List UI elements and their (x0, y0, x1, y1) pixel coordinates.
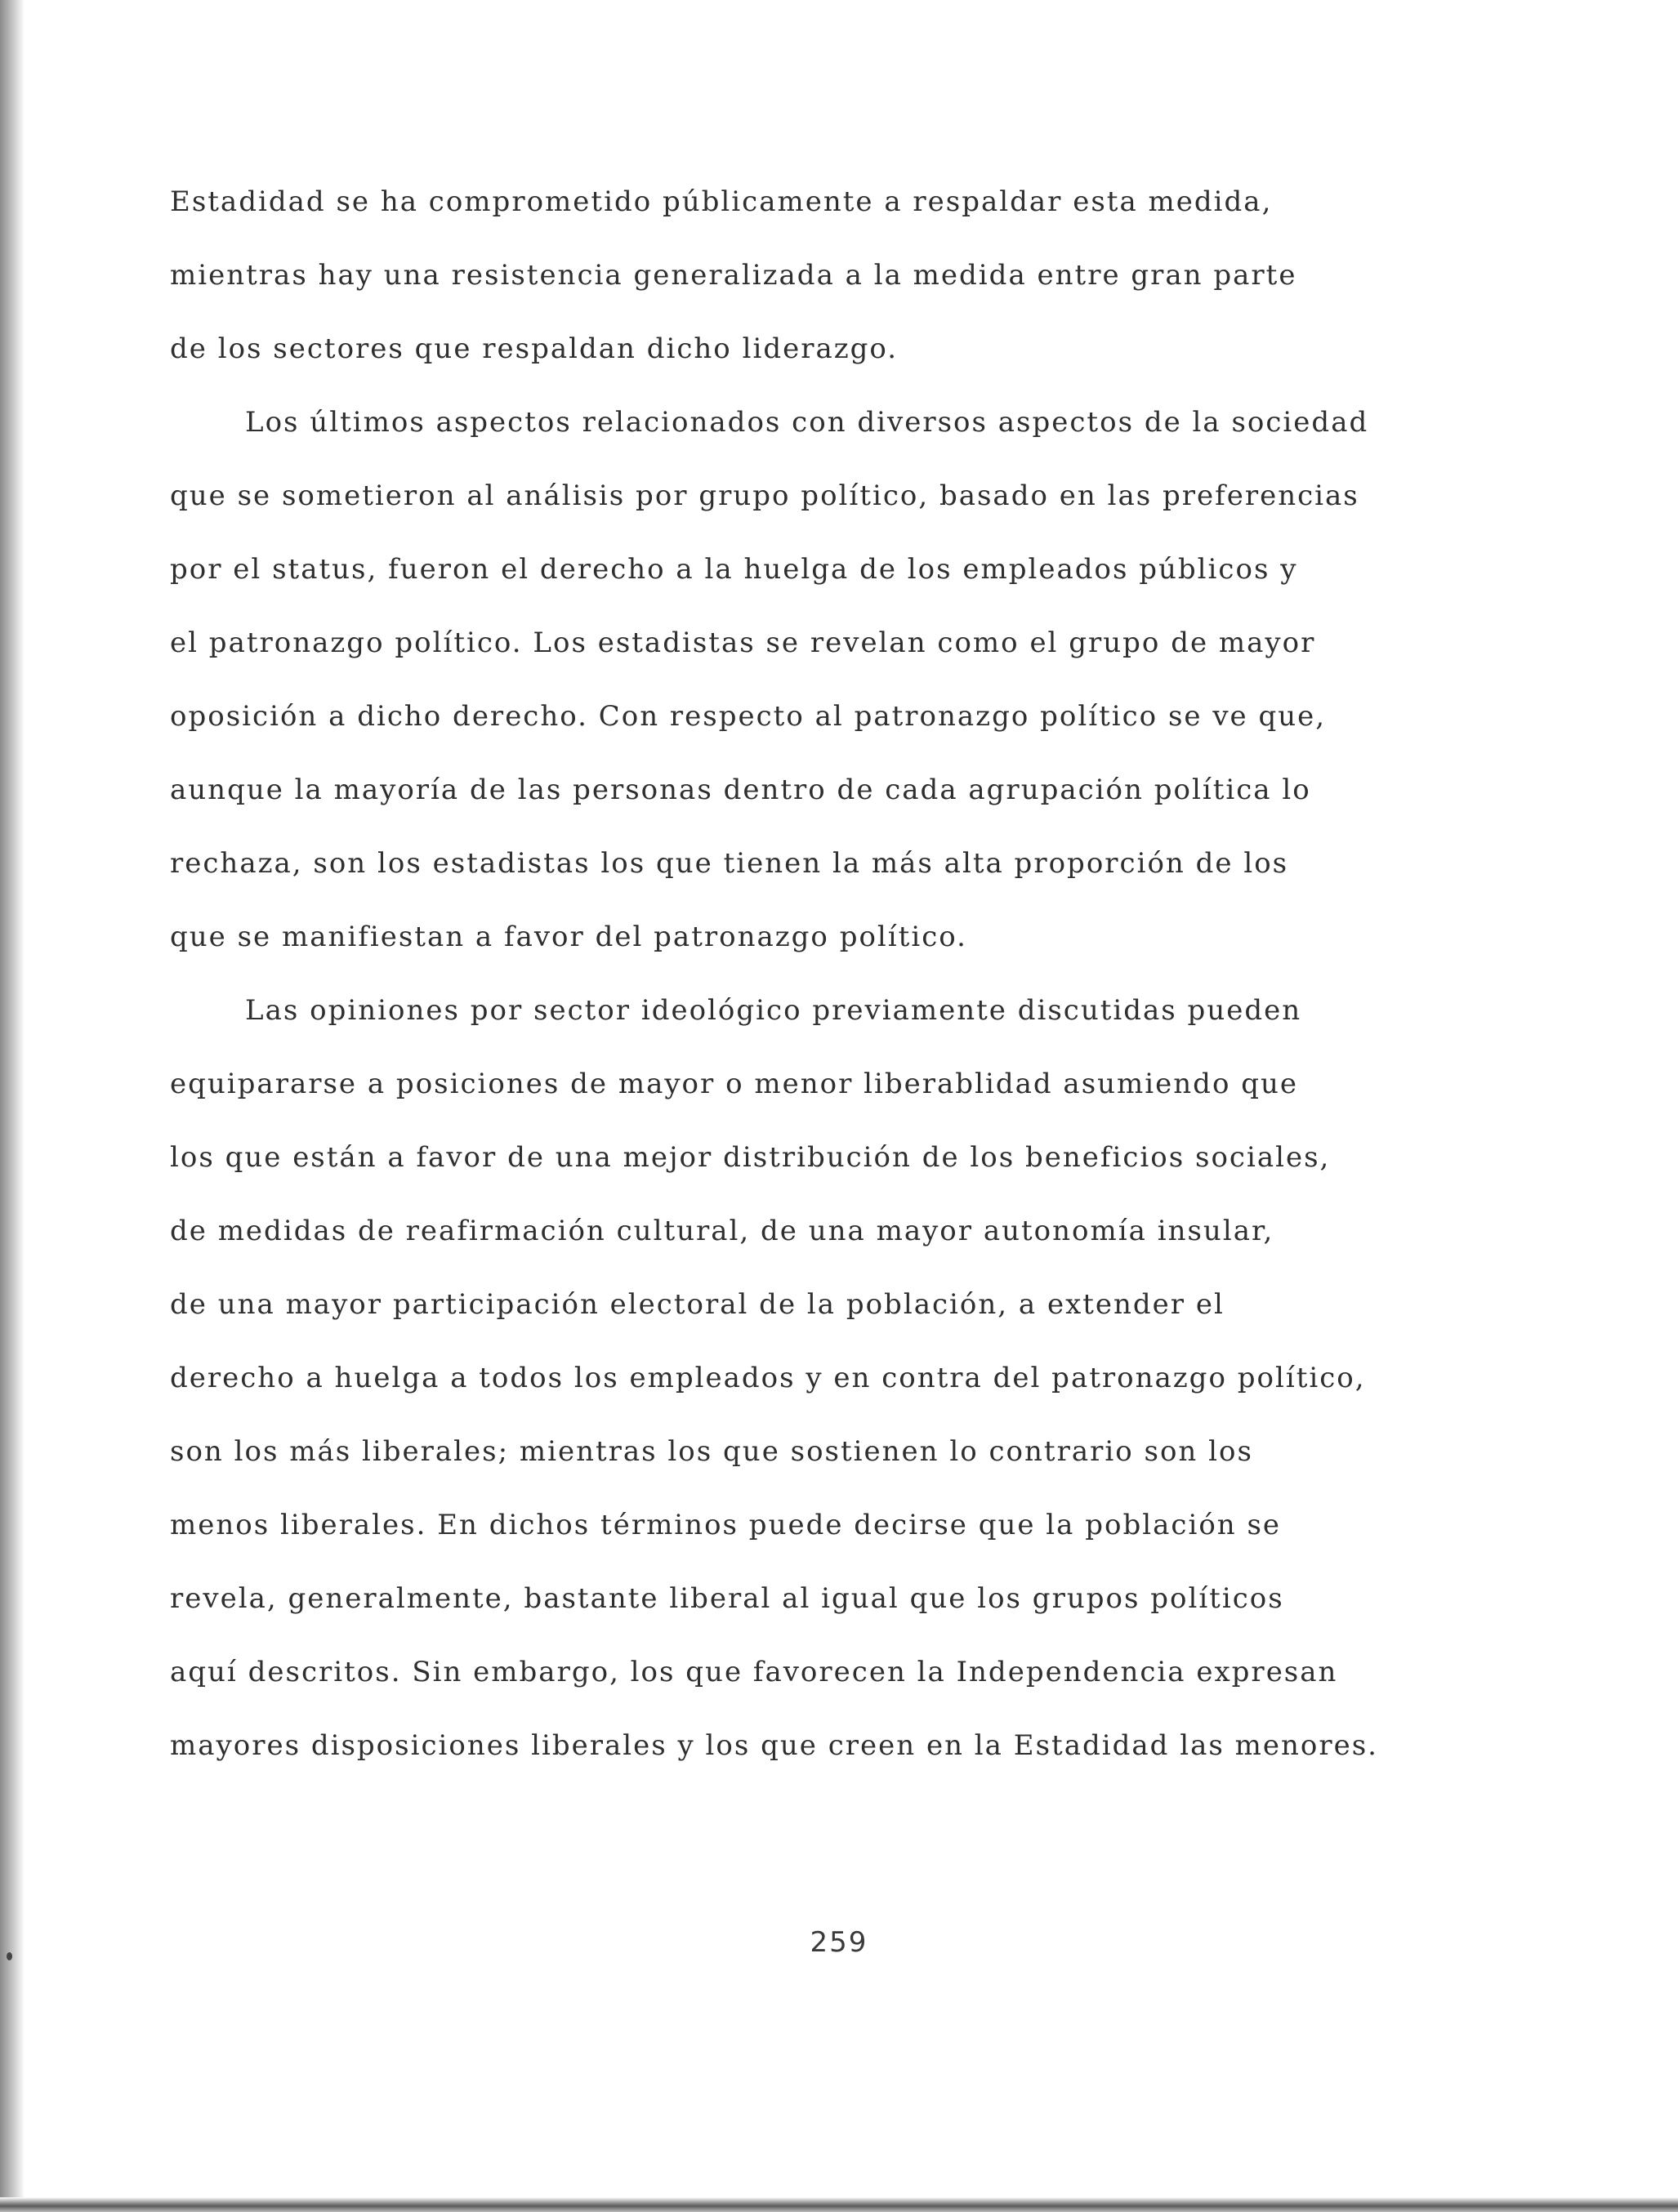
text-line: el patronazgo político. Los estadistas se revelan como el grupo de mayor (170, 627, 1316, 659)
paragraph-start-line: Los últimos aspectos relacionados con diversos aspectos de la sociedad (245, 406, 1369, 439)
document-body (170, 173, 1477, 1791)
text-line: los que están a favor de una mejor distribución de los beneficios sociales, (170, 1141, 1331, 1174)
paragraph-start-line: Las opiniones por sector ideológico previamente discutidas pueden (245, 994, 1302, 1027)
text-line: aunque la mayoría de las personas dentro de cada agrupación política lo (170, 774, 1311, 806)
text-line: por el status, fueron el derecho a la huelga de los empleados públicos y (170, 553, 1298, 586)
text-line: mientras hay una resistencia generalizada a la medida entre gran parte (170, 259, 1297, 292)
text-line: de medidas de reafirmación cultural, de una mayor autonomía insular, (170, 1215, 1274, 1247)
text-line: que se manifiestan a favor del patronazgo político. (170, 921, 967, 953)
page-number: 259 (810, 1926, 868, 1959)
text-line: revela, generalmente, bastante liberal al igual que los grupos políticos (170, 1582, 1284, 1615)
text-line: derecho a huelga a todos los empleados y en contra del patronazgo político, (170, 1362, 1366, 1394)
text-line: mayores disposiciones liberales y los que creen en la Estadidad las menores. (170, 1729, 1378, 1762)
text-line: equipararse a posiciones de mayor o menor liberablidad asumiendo que (170, 1068, 1299, 1100)
text-line: de los sectores que respaldan dicho liderazgo. (170, 332, 899, 365)
text-line: Estadidad se ha comprometido públicamente a respaldar esta medida, (170, 185, 1273, 218)
text-line: de una mayor participación electoral de la población, a extender el (170, 1288, 1225, 1321)
scan-edge-bottom (0, 2197, 1678, 2212)
text-line: aquí descritos. Sin embargo, los que favorecen la Independencia expresan (170, 1656, 1338, 1688)
scan-edge-left (0, 0, 25, 2212)
text-line: menos liberales. En dichos términos puede decirse que la población se (170, 1509, 1282, 1541)
text-line: son los más liberales; mientras los que sostienen lo contrario son los (170, 1435, 1253, 1468)
text-line: oposición a dicho derecho. Con respecto al patronazgo político se ve que, (170, 700, 1327, 733)
text-line: que se sometieron al análisis por grupo político, basado en las preferencias (170, 479, 1359, 512)
text-line: rechaza, son los estadistas los que tienen la más alta proporción de los (170, 847, 1289, 880)
